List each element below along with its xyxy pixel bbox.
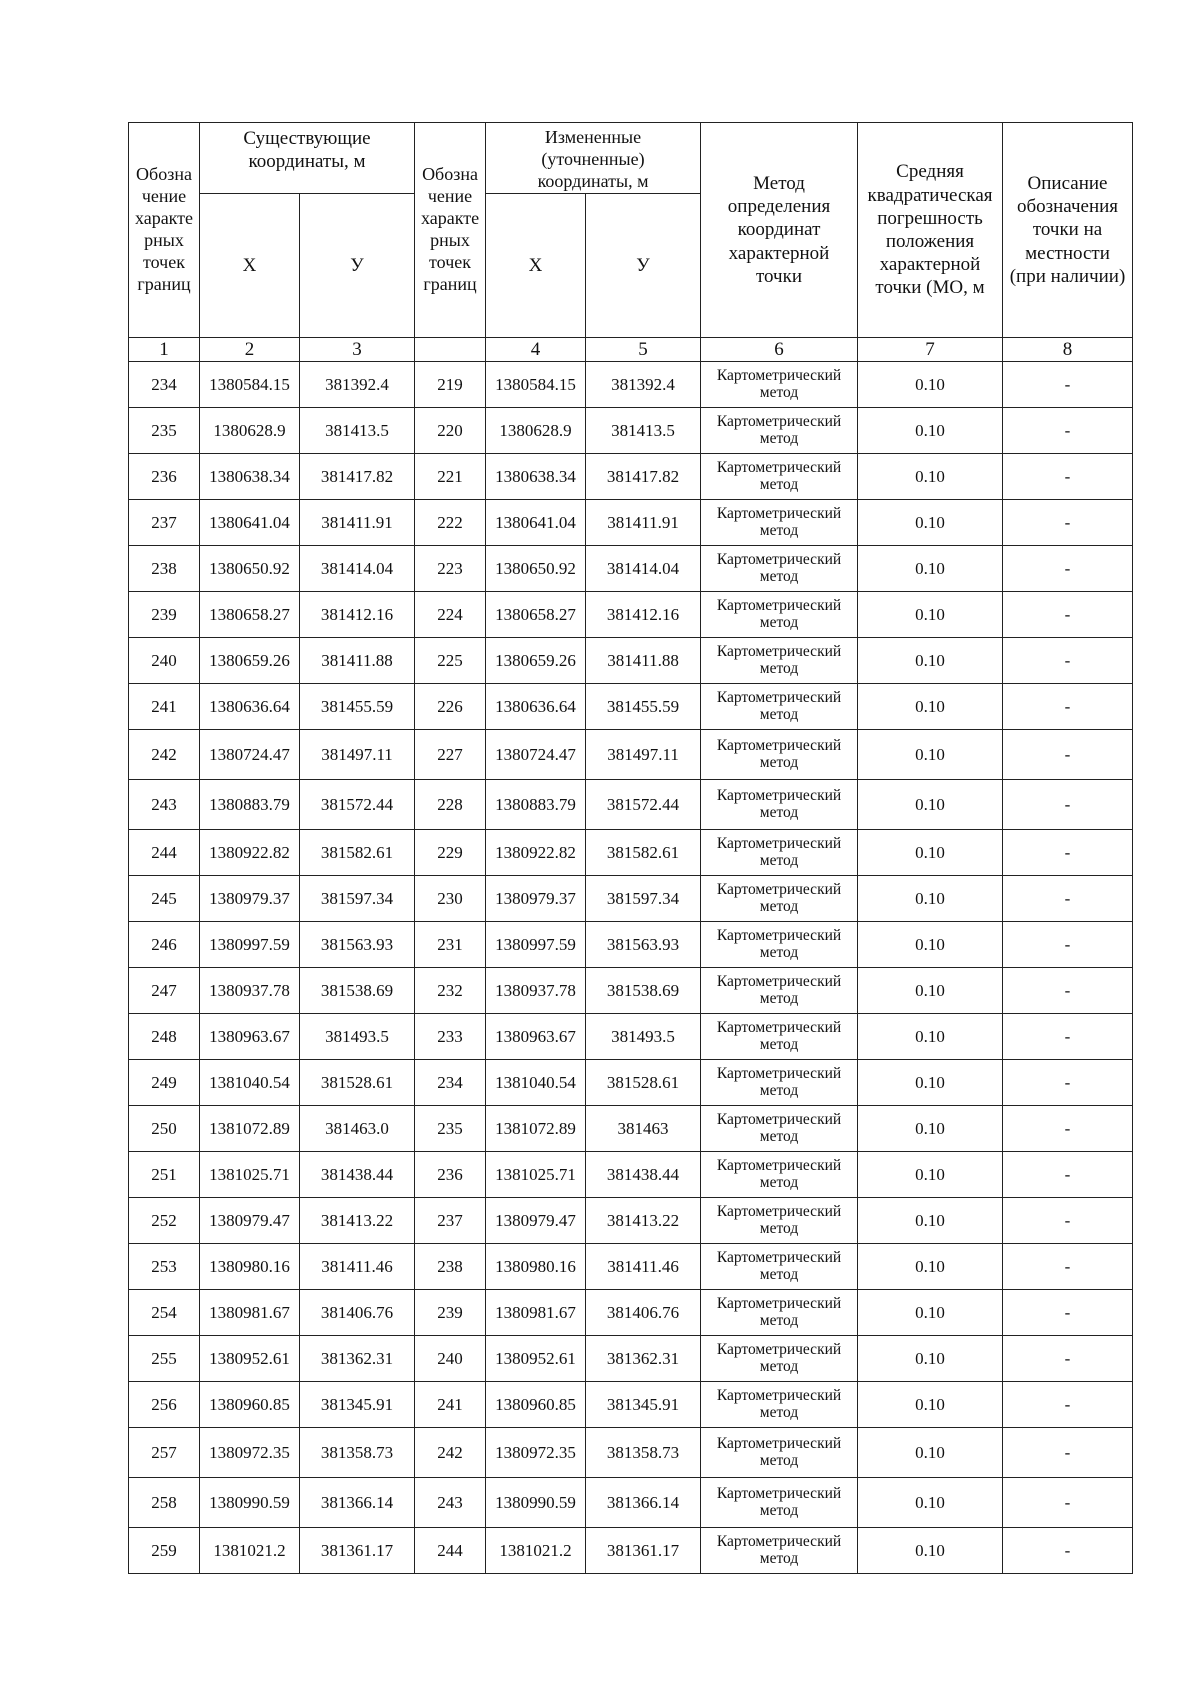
- method-cell: Картометрический метод: [701, 967, 858, 1013]
- y-changed: 381597.34: [586, 875, 701, 921]
- header-method: Метод определения координат характерной точки: [701, 123, 858, 338]
- y-changed: 381392.4: [586, 361, 701, 407]
- point-description: -: [1003, 683, 1133, 729]
- point-description: -: [1003, 361, 1133, 407]
- point-number-changed: 226: [415, 683, 486, 729]
- mean-square-error: 0.10: [858, 729, 1003, 779]
- method-cell: Картометрический метод: [701, 453, 858, 499]
- mean-square-error: 0.10: [858, 875, 1003, 921]
- point-number-changed: 244: [415, 1527, 486, 1573]
- point-description: -: [1003, 1013, 1133, 1059]
- method-cell: Картометрический метод: [701, 1335, 858, 1381]
- table-row: [129, 921, 1133, 967]
- x-changed: 1380972.35: [486, 1427, 586, 1477]
- table-row: [129, 499, 1133, 545]
- point-number-changed: 234: [415, 1059, 486, 1105]
- mean-square-error: 0.10: [858, 1289, 1003, 1335]
- table-row: [129, 1105, 1133, 1151]
- point-number-changed: 222: [415, 499, 486, 545]
- column-number: 1: [129, 337, 200, 361]
- point-number-changed: 219: [415, 361, 486, 407]
- x-changed: 1380650.92: [486, 545, 586, 591]
- y-existing: 381563.93: [300, 921, 415, 967]
- point-number-existing: 253: [129, 1243, 200, 1289]
- point-description: -: [1003, 921, 1133, 967]
- x-existing: 1380997.59: [200, 921, 300, 967]
- y-changed: 381414.04: [586, 545, 701, 591]
- mean-square-error: 0.10: [858, 967, 1003, 1013]
- point-number-existing: 259: [129, 1527, 200, 1573]
- y-changed: 381563.93: [586, 921, 701, 967]
- x-existing: 1381021.2: [200, 1527, 300, 1573]
- method-cell: Картометрический метод: [701, 407, 858, 453]
- y-existing: 381497.11: [300, 729, 415, 779]
- y-existing: 381572.44: [300, 779, 415, 829]
- x-existing: 1380641.04: [200, 499, 300, 545]
- x-changed: 1380584.15: [486, 361, 586, 407]
- method-cell: Картометрический метод: [701, 683, 858, 729]
- method-cell: Картометрический метод: [701, 829, 858, 875]
- x-changed: 1380963.67: [486, 1013, 586, 1059]
- y-changed: 381411.46: [586, 1243, 701, 1289]
- x-existing: 1380979.47: [200, 1197, 300, 1243]
- method-cell: Картометрический метод: [701, 1105, 858, 1151]
- point-number-existing: 249: [129, 1059, 200, 1105]
- y-existing: 381417.82: [300, 453, 415, 499]
- method-cell: Картометрический метод: [701, 499, 858, 545]
- x-changed: 1380979.47: [486, 1197, 586, 1243]
- y-changed: 381538.69: [586, 967, 701, 1013]
- x-existing: 1380980.16: [200, 1243, 300, 1289]
- mean-square-error: 0.10: [858, 1335, 1003, 1381]
- column-number: 3: [300, 337, 415, 361]
- x-changed: 1380641.04: [486, 499, 586, 545]
- point-number-changed: 236: [415, 1151, 486, 1197]
- mean-square-error: 0.10: [858, 637, 1003, 683]
- point-number-existing: 251: [129, 1151, 200, 1197]
- column-number: 6: [701, 337, 858, 361]
- point-number-existing: 250: [129, 1105, 200, 1151]
- table-row: [129, 407, 1133, 453]
- method-cell: Картометрический метод: [701, 1381, 858, 1427]
- y-changed: 381455.59: [586, 683, 701, 729]
- y-existing: 381438.44: [300, 1151, 415, 1197]
- x-existing: 1380981.67: [200, 1289, 300, 1335]
- point-number-existing: 239: [129, 591, 200, 637]
- mean-square-error: 0.10: [858, 683, 1003, 729]
- point-number-changed: 227: [415, 729, 486, 779]
- y-changed: 381413.5: [586, 407, 701, 453]
- point-number-existing: 238: [129, 545, 200, 591]
- table-row: [129, 1289, 1133, 1335]
- point-number-existing: 256: [129, 1381, 200, 1427]
- mean-square-error: 0.10: [858, 1243, 1003, 1289]
- y-changed: 381493.5: [586, 1013, 701, 1059]
- header-existing-coordinates: Существующие координаты, м: [200, 123, 415, 194]
- point-number-existing: 252: [129, 1197, 200, 1243]
- y-changed: 381406.76: [586, 1289, 701, 1335]
- point-description: -: [1003, 779, 1133, 829]
- mean-square-error: 0.10: [858, 1381, 1003, 1427]
- header-mean-square-error: Средняя квадратическая погрешность положения характерной точки (MO, м: [858, 123, 1003, 338]
- mean-square-error: 0.10: [858, 361, 1003, 407]
- point-description: -: [1003, 545, 1133, 591]
- y-existing: 381414.04: [300, 545, 415, 591]
- mean-square-error: 0.10: [858, 1151, 1003, 1197]
- x-existing: 1380628.9: [200, 407, 300, 453]
- point-number-changed: 242: [415, 1427, 486, 1477]
- method-cell: Картометрический метод: [701, 779, 858, 829]
- mean-square-error: 0.10: [858, 921, 1003, 967]
- y-changed: 381412.16: [586, 591, 701, 637]
- mean-square-error: 0.10: [858, 1197, 1003, 1243]
- x-existing: 1380658.27: [200, 591, 300, 637]
- x-existing: 1380883.79: [200, 779, 300, 829]
- point-description: -: [1003, 875, 1133, 921]
- mean-square-error: 0.10: [858, 1427, 1003, 1477]
- y-changed: 381411.91: [586, 499, 701, 545]
- table-row: [129, 1381, 1133, 1427]
- mean-square-error: 0.10: [858, 1059, 1003, 1105]
- header-row-1: [129, 123, 1133, 194]
- method-cell: Картометрический метод: [701, 637, 858, 683]
- y-existing: 381366.14: [300, 1477, 415, 1527]
- x-changed: 1380937.78: [486, 967, 586, 1013]
- table-row: [129, 1427, 1133, 1477]
- y-changed: 381362.31: [586, 1335, 701, 1381]
- header-x-existing: X: [200, 193, 300, 337]
- mean-square-error: 0.10: [858, 1477, 1003, 1527]
- x-existing: 1380638.34: [200, 453, 300, 499]
- method-cell: Картометрический метод: [701, 1151, 858, 1197]
- x-existing: 1380636.64: [200, 683, 300, 729]
- point-number-changed: 240: [415, 1335, 486, 1381]
- point-number-existing: 244: [129, 829, 200, 875]
- y-existing: 381406.76: [300, 1289, 415, 1335]
- point-number-existing: 248: [129, 1013, 200, 1059]
- x-changed: 1381021.2: [486, 1527, 586, 1573]
- x-existing: 1380990.59: [200, 1477, 300, 1527]
- point-description: -: [1003, 1197, 1133, 1243]
- table-row: [129, 967, 1133, 1013]
- x-changed: 1381072.89: [486, 1105, 586, 1151]
- point-number-existing: 234: [129, 361, 200, 407]
- table-row: [129, 1197, 1133, 1243]
- x-existing: 1380960.85: [200, 1381, 300, 1427]
- method-cell: Картометрический метод: [701, 1243, 858, 1289]
- method-cell: Картометрический метод: [701, 1197, 858, 1243]
- point-description: -: [1003, 1427, 1133, 1477]
- x-changed: 1380636.64: [486, 683, 586, 729]
- x-changed: 1380980.16: [486, 1243, 586, 1289]
- point-number-changed: 243: [415, 1477, 486, 1527]
- point-number-changed: 239: [415, 1289, 486, 1335]
- table-row: [129, 729, 1133, 779]
- point-number-changed: 224: [415, 591, 486, 637]
- column-number: [415, 337, 486, 361]
- y-existing: 381358.73: [300, 1427, 415, 1477]
- y-existing: 381493.5: [300, 1013, 415, 1059]
- y-existing: 381362.31: [300, 1335, 415, 1381]
- x-existing: 1380972.35: [200, 1427, 300, 1477]
- point-number-changed: 223: [415, 545, 486, 591]
- point-number-changed: 230: [415, 875, 486, 921]
- y-changed: 381413.22: [586, 1197, 701, 1243]
- point-description: -: [1003, 1527, 1133, 1573]
- table-row: [129, 545, 1133, 591]
- point-number-changed: 220: [415, 407, 486, 453]
- point-number-changed: 233: [415, 1013, 486, 1059]
- point-number-existing: 235: [129, 407, 200, 453]
- y-changed: 381366.14: [586, 1477, 701, 1527]
- point-description: -: [1003, 829, 1133, 875]
- point-number-existing: 245: [129, 875, 200, 921]
- column-number: 8: [1003, 337, 1133, 361]
- method-cell: Картометрический метод: [701, 729, 858, 779]
- y-existing: 381597.34: [300, 875, 415, 921]
- y-changed: 381582.61: [586, 829, 701, 875]
- x-changed: 1380981.67: [486, 1289, 586, 1335]
- y-changed: 381411.88: [586, 637, 701, 683]
- point-description: -: [1003, 591, 1133, 637]
- header-y-existing: У: [300, 193, 415, 337]
- x-changed: 1381025.71: [486, 1151, 586, 1197]
- point-number-changed: 235: [415, 1105, 486, 1151]
- column-number-row: [129, 337, 1133, 361]
- x-existing: 1381040.54: [200, 1059, 300, 1105]
- y-existing: 381411.91: [300, 499, 415, 545]
- point-description: -: [1003, 1151, 1133, 1197]
- x-existing: 1380650.92: [200, 545, 300, 591]
- mean-square-error: 0.10: [858, 545, 1003, 591]
- column-number: 2: [200, 337, 300, 361]
- point-description: -: [1003, 1335, 1133, 1381]
- method-cell: Картометрический метод: [701, 1527, 858, 1573]
- y-existing: 381361.17: [300, 1527, 415, 1573]
- point-number-changed: 241: [415, 1381, 486, 1427]
- point-number-existing: 243: [129, 779, 200, 829]
- point-description: -: [1003, 1477, 1133, 1527]
- y-existing: 381463.0: [300, 1105, 415, 1151]
- method-cell: Картометрический метод: [701, 1477, 858, 1527]
- y-changed: 381417.82: [586, 453, 701, 499]
- mean-square-error: 0.10: [858, 453, 1003, 499]
- y-changed: 381528.61: [586, 1059, 701, 1105]
- y-changed: 381463: [586, 1105, 701, 1151]
- mean-square-error: 0.10: [858, 591, 1003, 637]
- table-row: [129, 453, 1133, 499]
- table-row: [129, 1477, 1133, 1527]
- point-description: -: [1003, 729, 1133, 779]
- point-number-existing: 242: [129, 729, 200, 779]
- mean-square-error: 0.10: [858, 407, 1003, 453]
- y-changed: 381497.11: [586, 729, 701, 779]
- point-description: -: [1003, 1381, 1133, 1427]
- x-changed: 1380997.59: [486, 921, 586, 967]
- y-existing: 381411.88: [300, 637, 415, 683]
- y-existing: 381582.61: [300, 829, 415, 875]
- point-description: -: [1003, 453, 1133, 499]
- header-changed-coordinates: Измененные (уточненные) координаты, м: [486, 123, 701, 194]
- mean-square-error: 0.10: [858, 829, 1003, 875]
- point-number-changed: 221: [415, 453, 486, 499]
- table-row: [129, 1059, 1133, 1105]
- table-row: [129, 361, 1133, 407]
- y-existing: 381413.5: [300, 407, 415, 453]
- header-point-designation-existing: Обозна чение характе рных точек границ: [129, 123, 200, 338]
- point-number-existing: 247: [129, 967, 200, 1013]
- point-number-existing: 241: [129, 683, 200, 729]
- method-cell: Картометрический метод: [701, 875, 858, 921]
- x-changed: 1380628.9: [486, 407, 586, 453]
- table-row: [129, 591, 1133, 637]
- x-existing: 1381025.71: [200, 1151, 300, 1197]
- y-changed: 381345.91: [586, 1381, 701, 1427]
- point-number-changed: 228: [415, 779, 486, 829]
- point-description: -: [1003, 407, 1133, 453]
- x-existing: 1380963.67: [200, 1013, 300, 1059]
- mean-square-error: 0.10: [858, 1013, 1003, 1059]
- y-changed: 381438.44: [586, 1151, 701, 1197]
- table-row: [129, 637, 1133, 683]
- x-changed: 1381040.54: [486, 1059, 586, 1105]
- method-cell: Картометрический метод: [701, 1059, 858, 1105]
- x-changed: 1380883.79: [486, 779, 586, 829]
- point-number-existing: 246: [129, 921, 200, 967]
- method-cell: Картометрический метод: [701, 1427, 858, 1477]
- table-row: [129, 1151, 1133, 1197]
- table-row: [129, 779, 1133, 829]
- table-row: [129, 1013, 1133, 1059]
- mean-square-error: 0.10: [858, 499, 1003, 545]
- point-description: -: [1003, 1059, 1133, 1105]
- table-row: [129, 683, 1133, 729]
- point-description: -: [1003, 637, 1133, 683]
- x-existing: 1380724.47: [200, 729, 300, 779]
- x-existing: 1380584.15: [200, 361, 300, 407]
- mean-square-error: 0.10: [858, 1105, 1003, 1151]
- point-number-changed: 225: [415, 637, 486, 683]
- table-row: [129, 829, 1133, 875]
- point-description: -: [1003, 1289, 1133, 1335]
- x-changed: 1380979.37: [486, 875, 586, 921]
- point-number-existing: 236: [129, 453, 200, 499]
- method-cell: Картометрический метод: [701, 1289, 858, 1335]
- mean-square-error: 0.10: [858, 1527, 1003, 1573]
- header-y-changed: У: [586, 193, 701, 337]
- point-number-changed: 231: [415, 921, 486, 967]
- point-number-existing: 254: [129, 1289, 200, 1335]
- x-changed: 1380658.27: [486, 591, 586, 637]
- x-existing: 1380937.78: [200, 967, 300, 1013]
- x-existing: 1380952.61: [200, 1335, 300, 1381]
- table-row: [129, 1243, 1133, 1289]
- point-number-existing: 258: [129, 1477, 200, 1527]
- y-existing: 381392.4: [300, 361, 415, 407]
- y-existing: 381455.59: [300, 683, 415, 729]
- x-existing: 1380922.82: [200, 829, 300, 875]
- coordinates-table: [128, 122, 1133, 1574]
- y-existing: 381528.61: [300, 1059, 415, 1105]
- point-number-existing: 257: [129, 1427, 200, 1477]
- x-changed: 1380990.59: [486, 1477, 586, 1527]
- table-row: [129, 1335, 1133, 1381]
- point-number-existing: 237: [129, 499, 200, 545]
- point-number-changed: 232: [415, 967, 486, 1013]
- method-cell: Картометрический метод: [701, 591, 858, 637]
- point-number-changed: 237: [415, 1197, 486, 1243]
- x-existing: 1380979.37: [200, 875, 300, 921]
- header-point-designation-changed: Обозна чение характе рных точек границ: [415, 123, 486, 338]
- header-point-description: Описание обозначения точки на местности (при наличии): [1003, 123, 1133, 338]
- point-description: -: [1003, 1105, 1133, 1151]
- point-number-existing: 255: [129, 1335, 200, 1381]
- x-changed: 1380724.47: [486, 729, 586, 779]
- table-row: [129, 1527, 1133, 1573]
- x-changed: 1380922.82: [486, 829, 586, 875]
- column-number: 7: [858, 337, 1003, 361]
- x-changed: 1380960.85: [486, 1381, 586, 1427]
- y-changed: 381358.73: [586, 1427, 701, 1477]
- table-row: [129, 875, 1133, 921]
- point-number-existing: 240: [129, 637, 200, 683]
- method-cell: Картометрический метод: [701, 1013, 858, 1059]
- column-number: 4: [486, 337, 586, 361]
- point-description: -: [1003, 967, 1133, 1013]
- method-cell: Картометрический метод: [701, 921, 858, 967]
- mean-square-error: 0.10: [858, 779, 1003, 829]
- point-description: -: [1003, 1243, 1133, 1289]
- y-existing: 381411.46: [300, 1243, 415, 1289]
- y-existing: 381413.22: [300, 1197, 415, 1243]
- x-existing: 1381072.89: [200, 1105, 300, 1151]
- y-existing: 381345.91: [300, 1381, 415, 1427]
- x-changed: 1380638.34: [486, 453, 586, 499]
- x-changed: 1380659.26: [486, 637, 586, 683]
- method-cell: Картометрический метод: [701, 361, 858, 407]
- header-x-changed: X: [486, 193, 586, 337]
- point-description: -: [1003, 499, 1133, 545]
- point-number-changed: 238: [415, 1243, 486, 1289]
- x-existing: 1380659.26: [200, 637, 300, 683]
- y-existing: 381412.16: [300, 591, 415, 637]
- y-existing: 381538.69: [300, 967, 415, 1013]
- method-cell: Картометрический метод: [701, 545, 858, 591]
- point-number-changed: 229: [415, 829, 486, 875]
- x-changed: 1380952.61: [486, 1335, 586, 1381]
- y-changed: 381572.44: [586, 779, 701, 829]
- y-changed: 381361.17: [586, 1527, 701, 1573]
- column-number: 5: [586, 337, 701, 361]
